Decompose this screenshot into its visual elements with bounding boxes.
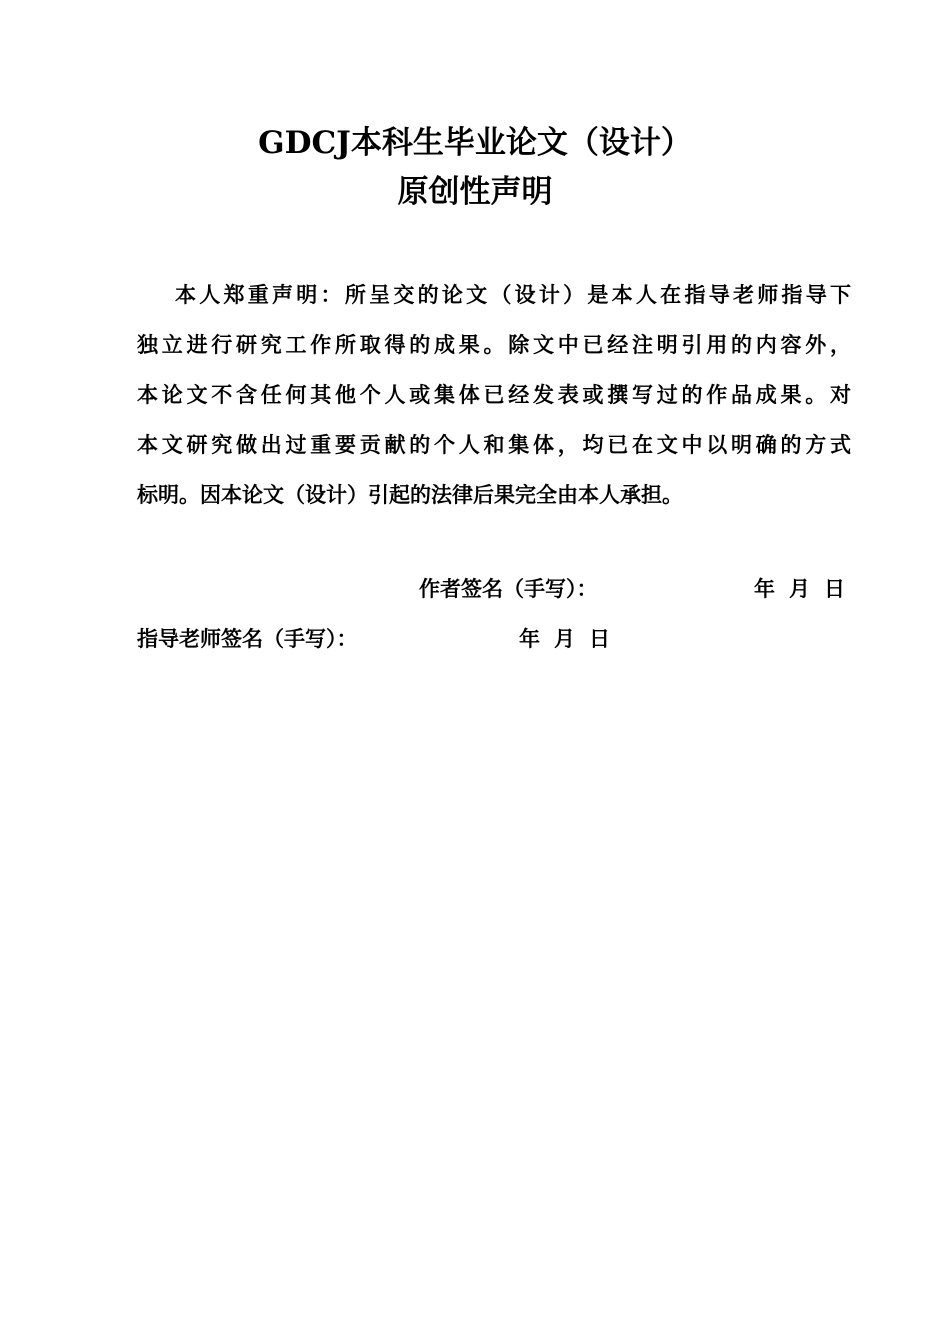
date-month-label: 月 (554, 626, 575, 651)
date-month-label: 月 (789, 576, 810, 601)
author-signature-date (754, 574, 845, 604)
declaration-line: 本文研究做出过重要贡献的个人和集体，均已在文中以明确的方式 (137, 432, 851, 457)
page-subtitle: 原创性声明 (397, 174, 553, 210)
declaration-body (137, 270, 851, 520)
page-title: GDCJ本科生毕业论文（设计） (258, 125, 692, 161)
declaration-line: 标明。因本论文（设计）引起的法律后果完全由本人承担。 (137, 482, 683, 507)
declaration-line: 本论文不含任何其他个人或集体已经发表或撰写过的作品成果。对 (137, 382, 851, 407)
author-signature-label: 作者签名（手写）： (419, 576, 598, 601)
advisor-signature-label: 指导老师签名（手写）： (137, 626, 358, 651)
date-year-label: 年 (519, 626, 540, 651)
declaration-line: 独立进行研究工作所取得的成果。除文中已经注明引用的内容外， (137, 332, 851, 357)
date-day-label: 日 (589, 626, 610, 651)
date-year-label: 年 (754, 576, 775, 601)
date-day-label: 日 (824, 576, 845, 601)
advisor-signature-date (519, 624, 610, 654)
declaration-line: 本人郑重声明：所呈交的论文（设计）是本人在指导老师指导下 (175, 282, 851, 307)
